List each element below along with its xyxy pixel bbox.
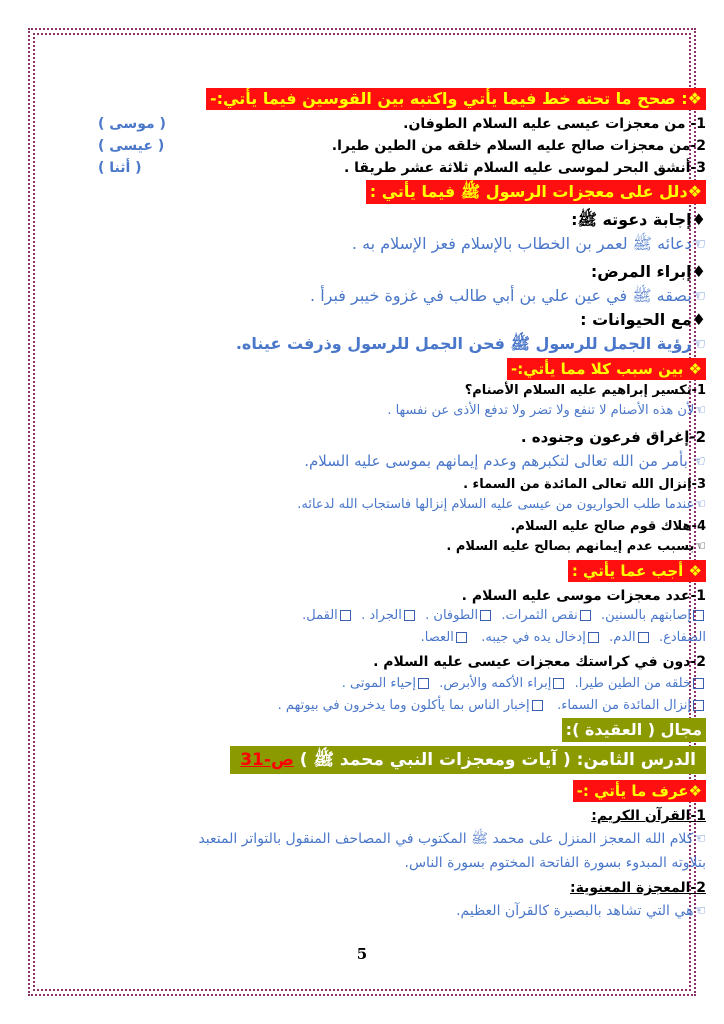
item-answer: ( أثنا )	[98, 160, 142, 176]
lesson-title: الدرس الثامن: ( آيات ومعجزات النبي محمد ﷺ )	[299, 750, 696, 770]
reason-question-4: 4-هلاك قوم صالح عليه السلام.	[510, 519, 706, 534]
define-text-1a: ☜كلام الله المعجز المنزل على محمد ﷺ المكتوب في المصاحف المنقول بالتواتر المتعبد	[198, 831, 706, 847]
moses-miracles-row-2	[88, 628, 706, 648]
reason-question-2: 2-إغراق فرعون وجنوده .	[520, 428, 706, 446]
item-answer: ( موسى )	[98, 116, 166, 132]
section-answer-header	[88, 560, 706, 582]
correct-item-3	[88, 158, 706, 178]
domain-line	[88, 718, 706, 742]
item-text: 1- من معجزات عيسى عليه السلام الطوفان.	[403, 116, 706, 132]
miracle-item: إحياء الموتى .	[341, 676, 417, 691]
checkbox-icon	[693, 678, 704, 689]
checkbox-icon	[418, 678, 429, 689]
reason-answer-2: ☜ بأمر من الله تعالى لتكبرهم وعدم إيمانهم بموسى عليه السلام.	[304, 452, 706, 470]
checkbox-icon	[588, 632, 599, 643]
prove-answer-1: ☜دعائه ﷺ لعمر بن الخطاب بالإسلام فعز الإسلام به .	[351, 234, 706, 253]
define-text-1b: بتلاوته المبدوء بسورة الفاتحة المختوم بسورة الناس.	[404, 855, 706, 871]
miracle-item: نقص الثمرات.	[501, 608, 578, 623]
section-reason-header	[88, 358, 706, 380]
moses-miracles-row-1	[88, 606, 706, 626]
correct-item-2	[88, 136, 706, 156]
miracle-item: الدم.	[609, 630, 636, 645]
miracle-item: الضفادع.	[658, 630, 706, 645]
answer-question-2: 2-دون في كراستك معجزات عيسى عليه السلام .	[373, 654, 706, 670]
item-answer: ( عيسى )	[98, 138, 165, 154]
correct-item-1	[88, 114, 706, 134]
miracle-item: خلقه من الطين طيرا.	[574, 676, 691, 691]
reason-answer-3: ☜عندما طلب الحواريون من عيسى عليه السلام إنزالها فاستجاب الله لدعائه.	[297, 497, 706, 512]
page-number: 5	[356, 945, 368, 963]
jesus-miracles-row-2	[88, 696, 706, 716]
lesson-title-bar	[88, 746, 706, 774]
item-text: 2-من معجزات صالح عليه السلام خلقه من الطين طيرا.	[331, 138, 706, 154]
reason-question-3: 3-إنزال الله تعالى المائدة من السماء .	[463, 477, 706, 492]
term-text: 2-المعجزة المعنوية:	[569, 880, 706, 896]
miracle-item: القمل.	[302, 608, 338, 623]
domain-text: مجال ( العقيدة ):	[562, 718, 706, 742]
prove-heading-1: ♦إجابة دعوته ﷺ:	[571, 210, 706, 229]
miracle-item: الطوفان .	[425, 608, 479, 623]
term-text: 1-القرآن الكريم:	[591, 808, 706, 824]
define-term-2	[88, 878, 706, 898]
section-header-text: ❖عرف ما يأتي :-	[573, 780, 706, 802]
checkbox-icon	[638, 632, 649, 643]
prove-answer-3: ☜رؤية الجمل للرسول ﷺ فحن الجمل للرسول وذرفت عيناه.	[235, 334, 706, 353]
checkbox-icon	[340, 610, 351, 621]
define-text-2: ☜هي التي تشاهد بالبصيرة كالقرآن العظيم.	[456, 903, 706, 919]
checkbox-icon	[456, 632, 467, 643]
item-text: 3-أنشق البحر لموسى عليه السلام ثلاثة عشر طريقا .	[343, 160, 706, 176]
reason-question-1: 1-تكسير إبراهيم عليه السلام الأصنام؟	[464, 383, 706, 398]
checkbox-icon	[580, 610, 591, 621]
define-term-1	[88, 806, 706, 826]
reason-answer-1: ☜لأن هذه الأصنام لا تنفع ولا تضر ولا تدفع الأذى عن نفسها .	[387, 403, 706, 418]
section-correct-header	[88, 88, 706, 110]
section-header-text: ❖ أجب عما يأتي :	[568, 560, 706, 582]
section-header-text: ❖ بين سبب كلا مما يأتي:-	[507, 358, 706, 380]
answer-question-1: 1-عدد معجزات موسى عليه السلام .	[461, 588, 706, 604]
reason-answer-4: ☜بسبب عدم إيمانهم بصالح عليه السلام .	[446, 539, 706, 554]
miracle-item: إنزال المائدة من السماء.	[557, 698, 691, 713]
miracle-item: إدخال يده في جيبه.	[481, 630, 586, 645]
checkbox-icon	[553, 678, 564, 689]
miracle-item: إصابتهم بالسنين.	[601, 608, 691, 623]
checkbox-icon	[693, 610, 704, 621]
miracle-item: إبراء الأكمه والأبرص.	[439, 676, 552, 691]
checkbox-icon	[693, 700, 704, 711]
miracle-item: الجراد .	[361, 608, 402, 623]
checkbox-icon	[532, 700, 543, 711]
checkbox-icon	[404, 610, 415, 621]
lesson-title-wrap	[230, 746, 706, 774]
lesson-page-ref: ص-31	[240, 750, 294, 770]
jesus-miracles-row-1	[88, 674, 706, 694]
checkbox-icon	[480, 610, 491, 621]
section-header-text: ❖دلل على معجزات الرسول ﷺ فيما يأتي :	[366, 180, 706, 204]
section-header-text: ❖: صحح ما تحته خط فيما يأتي واكتبه بين القوسين فيما يأتي:-	[206, 88, 706, 110]
prove-answer-2: ☜بصقه ﷺ في عين علي بن أبي طالب في غزوة خيبر فبرأ .	[310, 286, 706, 305]
miracle-item: إخبار الناس بما يأكلون وما يدخرون في بيوتهم .	[277, 698, 530, 713]
prove-heading-2: ♦إبراء المرض:	[590, 262, 706, 281]
section-prove-header	[88, 180, 706, 204]
prove-heading-3: ♦مع الحيوانات :	[580, 310, 706, 329]
miracle-item: العصا.	[420, 630, 454, 645]
section-define-header	[88, 780, 706, 802]
